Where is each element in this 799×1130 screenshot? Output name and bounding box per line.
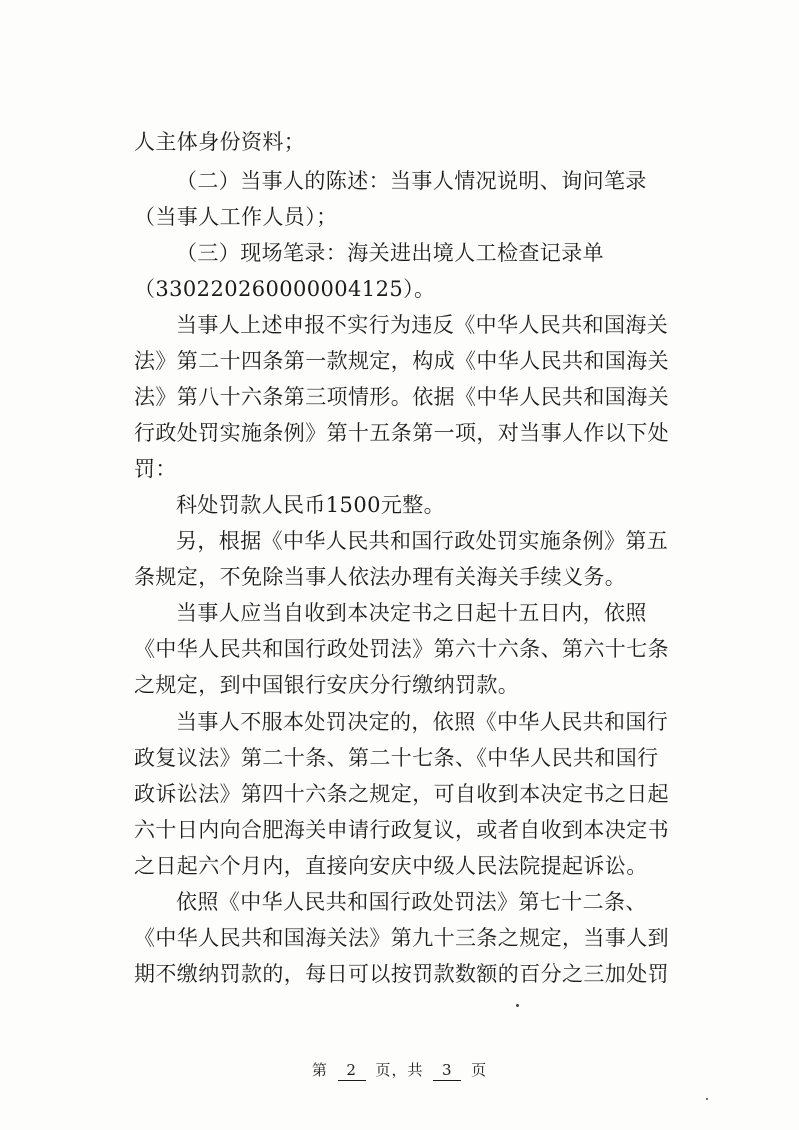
scan-speck bbox=[516, 1004, 519, 1007]
text-line: 另，根据《中华人民共和国行政处罚实施条例》第五 bbox=[176, 529, 669, 553]
text-line: 科处罚款人民币1500元整。 bbox=[176, 493, 446, 517]
current-page-number: 2 bbox=[338, 1060, 366, 1081]
text-line: 之日起六个月内，直接向安庆中级人民法院提起诉讼。 bbox=[134, 854, 648, 878]
text-line: 《中华人民共和国行政处罚法》第六十六条、第六十七条 bbox=[134, 637, 669, 661]
text-line: 期不缴纳罚款的，每日可以按罚款数额的百分之三加处罚 bbox=[134, 962, 669, 986]
footer-middle: 页，共 bbox=[375, 1061, 424, 1079]
text-line: 之规定，到中国银行安庆分行缴纳罚款。 bbox=[134, 673, 520, 697]
text-line: 人主体身份资料； bbox=[134, 130, 306, 154]
footer-suffix: 页 bbox=[471, 1061, 488, 1079]
text-line: （330220260000004125）。 bbox=[134, 277, 436, 301]
text-line: 行政处罚实施条例》第十五条第一项，对当事人作以下处 bbox=[134, 421, 669, 445]
text-line: 六十日内向合肥海关申请行政复议，或者自收到本决定书 bbox=[134, 818, 669, 842]
text-line: （三）现场笔录：海关进出境人工检查记录单 bbox=[176, 241, 604, 265]
page-number-footer bbox=[0, 1060, 799, 1081]
text-line: 罚： bbox=[134, 457, 177, 481]
text-line: 当事人上述申报不实行为违反《中华人民共和国海关 bbox=[176, 313, 669, 337]
scan-speck bbox=[706, 1098, 708, 1100]
text-line: 依照《中华人民共和国行政处罚法》第七十二条、 bbox=[176, 890, 647, 914]
text-line: 《中华人民共和国海关法》第九十三条之规定，当事人到 bbox=[134, 926, 669, 950]
text-line: 当事人应当自收到本决定书之日起十五日内，依照 bbox=[176, 601, 647, 625]
text-line: 条规定，不免除当事人依法办理有关海关手续义务。 bbox=[134, 565, 627, 589]
text-line: 法》第二十四条第一款规定，构成《中华人民共和国海关 bbox=[134, 349, 669, 373]
text-line: 政诉讼法》第四十六条之规定，可自收到本决定书之日起 bbox=[134, 782, 669, 806]
text-line: 法》第八十六条第三项情形。依据《中华人民共和国海关 bbox=[134, 385, 669, 409]
text-line: （二）当事人的陈述：当事人情况说明、询问笔录 bbox=[176, 169, 647, 193]
text-line: 当事人不服本处罚决定的，依照《中华人民共和国行 bbox=[176, 710, 669, 734]
total-page-number: 3 bbox=[433, 1060, 461, 1081]
text-line: 政复议法》第二十条、第二十七条、《中华人民共和国行 bbox=[134, 746, 659, 770]
footer-prefix: 第 bbox=[311, 1061, 328, 1079]
text-line: （当事人工作人员）； bbox=[134, 205, 338, 229]
